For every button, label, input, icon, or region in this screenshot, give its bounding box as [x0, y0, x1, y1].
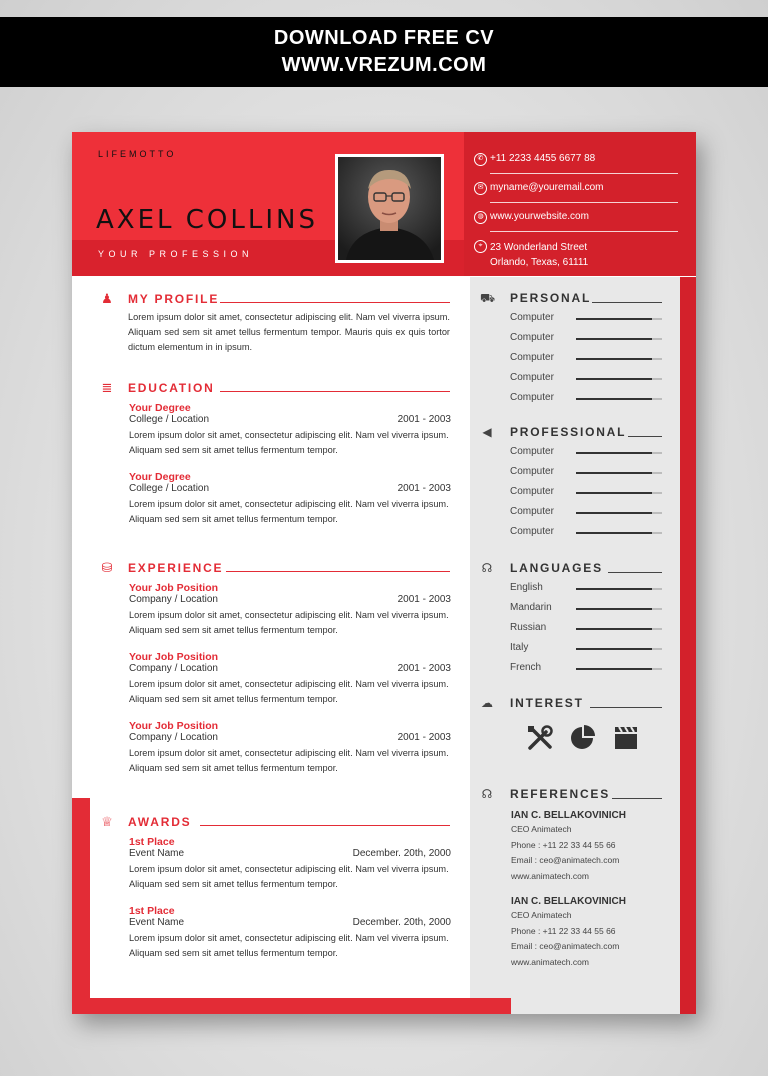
skill-bar-fill: [576, 648, 652, 650]
contact-website: ◍ www.yourwebsite.com: [490, 211, 662, 222]
reference-web: www.animatech.com: [511, 870, 589, 881]
car-icon: ⛟: [480, 291, 496, 305]
skill-label: Computer: [510, 332, 554, 343]
contact-divider: [490, 202, 678, 203]
skill-label: French: [510, 662, 542, 673]
skill-row: [510, 662, 662, 676]
skill-bar-fill: [576, 452, 652, 454]
skill-bar-fill: [576, 338, 652, 340]
reference-item: [511, 896, 663, 970]
skill-bar-fill: [576, 668, 652, 670]
skill-label: Computer: [510, 486, 554, 497]
reference-email: Email : ceo@animatech.com: [511, 855, 620, 865]
briefcase-icon: ⛁: [101, 560, 113, 575]
interest-title: INTEREST: [510, 696, 584, 710]
languages-title: LANGUAGES: [510, 561, 603, 575]
skill-bar: [576, 492, 662, 494]
experience-title: EXPERIENCE: [128, 561, 224, 575]
location-icon: ⌖: [474, 240, 487, 253]
skill-bar-fill: [576, 588, 652, 590]
life-motto: LIFEMOTTO: [98, 149, 177, 159]
skill-row: [510, 332, 662, 346]
degree: Your Degree: [129, 402, 191, 414]
skill-label: Computer: [510, 372, 554, 383]
skill-row: [510, 486, 662, 500]
experience-date: 2001 - 2003: [397, 594, 451, 605]
contact-email: ✉ myname@youremail.com: [490, 182, 662, 193]
skill-bar: [576, 648, 662, 650]
banner-line-2: WWW.VREZUM.COM: [281, 54, 487, 76]
skill-label: Computer: [510, 352, 554, 363]
skill-bar: [576, 338, 662, 340]
contact-divider: [490, 173, 678, 174]
megaphone-icon: ◀: [482, 425, 492, 439]
trophy-icon: ♕: [101, 814, 113, 829]
experience-date: 2001 - 2003: [397, 732, 451, 743]
globe-icon: ◍: [474, 211, 487, 224]
skill-row: [510, 642, 662, 656]
reference-phone: Phone : +11 22 33 44 55 66: [511, 839, 616, 850]
award-date: December. 20th, 2000: [352, 917, 451, 928]
profile-title: MY PROFILE: [128, 292, 220, 306]
education-item: [129, 402, 451, 458]
skill-bar: [576, 398, 662, 400]
award-text: Lorem ipsum dolor sit amet, consectetur adipiscing elit. Nam vel viverra ipsum. Aliquam sed sem sit amet tellus fermentum tempor.: [129, 933, 449, 958]
speaking-head-icon: ☊: [481, 561, 493, 575]
email-icon: ✉: [474, 182, 487, 195]
skill-bar-fill: [576, 608, 652, 610]
section-rule: [612, 798, 662, 799]
award-date: December. 20th, 2000: [352, 848, 451, 859]
skill-label: Computer: [510, 506, 554, 517]
skill-row: [510, 526, 662, 540]
education-date: 2001 - 2003: [397, 483, 451, 494]
skill-row: [510, 446, 662, 460]
skill-row: [510, 506, 662, 520]
job-position: Your Job Position: [129, 720, 219, 732]
section-rule: [220, 391, 450, 392]
education-date: 2001 - 2003: [397, 414, 451, 425]
award-place: 1st Place: [129, 905, 175, 917]
reference-role: CEO Animatech: [511, 910, 572, 920]
job-position: Your Job Position: [129, 651, 219, 663]
company-location: Company / Location: [129, 594, 218, 605]
skill-bar: [576, 512, 662, 514]
skill-bar: [576, 472, 662, 474]
professional-title: PROFESSIONAL: [510, 425, 627, 439]
skill-bar: [576, 318, 662, 320]
reference-name: IAN C. BELLAKOVINICH: [511, 810, 626, 821]
skill-row: [510, 312, 662, 326]
skill-bar: [576, 378, 662, 380]
section-rule: [220, 302, 450, 303]
award-item: [129, 905, 451, 961]
skill-bar-fill: [576, 492, 652, 494]
college-location: College / Location: [129, 414, 210, 425]
phone-icon: ✆: [474, 153, 487, 166]
award-text: Lorem ipsum dolor sit amet, consectetur adipiscing elit. Nam vel viverra ipsum. Aliquam sed sem sit amet tellus fermentum tempor.: [129, 864, 449, 889]
skill-row: [510, 372, 662, 386]
section-rule: [608, 572, 662, 573]
experience-text: Lorem ipsum dolor sit amet, consectetur adipiscing elit. Nam vel viverra ipsum. Aliquam sed sem sit amet tellus fermentum tempor.: [129, 679, 449, 704]
tools-icon: [526, 724, 554, 752]
company-location: Company / Location: [129, 732, 218, 743]
personal-title: PERSONAL: [510, 291, 592, 305]
clapperboard-icon: [612, 724, 640, 752]
skill-bar: [576, 628, 662, 630]
reference-item: [511, 810, 663, 884]
college-location: College / Location: [129, 483, 210, 494]
skill-bar-fill: [576, 472, 652, 474]
skill-row: [510, 622, 662, 636]
skill-row: [510, 602, 662, 616]
pie-chart-icon: [568, 724, 596, 752]
reference-email: Email : ceo@animatech.com: [511, 941, 620, 951]
experience-text: Lorem ipsum dolor sit amet, consectetur adipiscing elit. Nam vel viverra ipsum. Aliquam sed sem sit amet tellus fermentum tempor.: [129, 610, 449, 635]
event-name: Event Name: [129, 917, 185, 928]
sidebar-red-strip: [680, 277, 696, 1014]
skill-label: Italy: [510, 642, 529, 653]
cv-page: [72, 132, 696, 1014]
skill-bar-fill: [576, 512, 652, 514]
skill-label: Computer: [510, 446, 554, 457]
skill-bar: [576, 452, 662, 454]
skill-label: Mandarin: [510, 602, 552, 613]
reference-web: www.animatech.com: [511, 956, 589, 967]
skill-bar-fill: [576, 398, 652, 400]
experience-date: 2001 - 2003: [397, 663, 451, 674]
section-rule: [628, 436, 662, 437]
contact-phone: ✆ +11 2233 4455 6677 88: [490, 153, 662, 164]
experience-item: [129, 582, 451, 638]
section-rule: [590, 707, 662, 708]
interest-section: [480, 696, 662, 766]
banner-line-1: DOWNLOAD FREE CV: [273, 27, 495, 49]
reference-role: CEO Animatech: [511, 824, 572, 834]
section-rule: [592, 302, 662, 303]
section-rule: [200, 825, 450, 826]
education-title: EDUCATION: [128, 381, 215, 395]
skill-label: Computer: [510, 392, 554, 403]
skill-label: Computer: [510, 526, 554, 537]
skill-bar-fill: [576, 358, 652, 360]
personal-section: [480, 291, 662, 411]
contact-divider: [490, 231, 678, 232]
section-rule: [226, 571, 450, 572]
books-icon: ≣: [101, 380, 113, 395]
chat-bubbles-icon: ☁: [481, 696, 493, 710]
experience-item: [129, 720, 451, 776]
person-name: AXEL COLLINS: [96, 205, 318, 235]
profile-text: Lorem ipsum dolor sit amet, consectetur adipiscing elit. Nam vel viverra ipsum. Aliquam sed sem sit amet tellus fermentum tempor. Mauris quis ex quis tortor dictum elementum in in ipsum.: [128, 312, 450, 352]
download-banner: [0, 17, 768, 87]
skill-bar: [576, 668, 662, 670]
skill-bar-fill: [576, 378, 652, 380]
skill-label: English: [510, 582, 543, 593]
awards-title: AWARDS: [128, 815, 192, 829]
education-text: Lorem ipsum dolor sit amet, consectetur adipiscing elit. Nam vel viverra ipsum. Aliquam sed sem sit amet tellus fermentum tempor.: [129, 430, 449, 455]
skill-row: [510, 392, 662, 406]
reference-phone: Phone : +11 22 33 44 55 66: [511, 925, 616, 936]
skill-bar: [576, 532, 662, 534]
left-accent-bar: [72, 798, 90, 1014]
contact-address: ⌖ 23 Wonderland Street Orlando, Texas, 61111: [490, 240, 662, 270]
skill-row: [510, 466, 662, 480]
profile-photo: [335, 154, 444, 263]
education-text: Lorem ipsum dolor sit amet, consectetur adipiscing elit. Nam vel viverra ipsum. Aliquam sed sem sit amet tellus fermentum tempor.: [129, 499, 449, 524]
skill-bar: [576, 608, 662, 610]
skill-bar-fill: [576, 532, 652, 534]
person-icon: ♟: [101, 291, 113, 306]
skill-bar-fill: [576, 318, 652, 320]
reference-name: IAN C. BELLAKOVINICH: [511, 896, 626, 907]
award-item: [129, 836, 451, 892]
education-item: [129, 471, 451, 527]
references-section: [480, 787, 662, 977]
experience-text: Lorem ipsum dolor sit amet, consectetur adipiscing elit. Nam vel viverra ipsum. Aliquam sed sem sit amet tellus fermentum tempor.: [129, 748, 449, 773]
professional-section: [480, 425, 662, 545]
languages-section: [480, 561, 662, 681]
job-position: Your Job Position: [129, 582, 219, 594]
skill-bar: [576, 358, 662, 360]
degree: Your Degree: [129, 471, 191, 483]
experience-item: [129, 651, 451, 707]
event-name: Event Name: [129, 848, 185, 859]
references-title: REFERENCES: [510, 787, 611, 801]
company-location: Company / Location: [129, 663, 218, 674]
portrait-image: [338, 157, 441, 260]
speaking-head-icon: ☊: [481, 787, 493, 801]
skill-label: Computer: [510, 312, 554, 323]
skill-label: Computer: [510, 466, 554, 477]
award-place: 1st Place: [129, 836, 175, 848]
profession: YOUR PROFESSION: [98, 249, 254, 259]
skill-bar-fill: [576, 628, 652, 630]
skill-row: [510, 352, 662, 366]
skill-bar: [576, 588, 662, 590]
bottom-accent-bar: [72, 998, 511, 1014]
skill-label: Russian: [510, 622, 547, 633]
skill-row: [510, 582, 662, 596]
